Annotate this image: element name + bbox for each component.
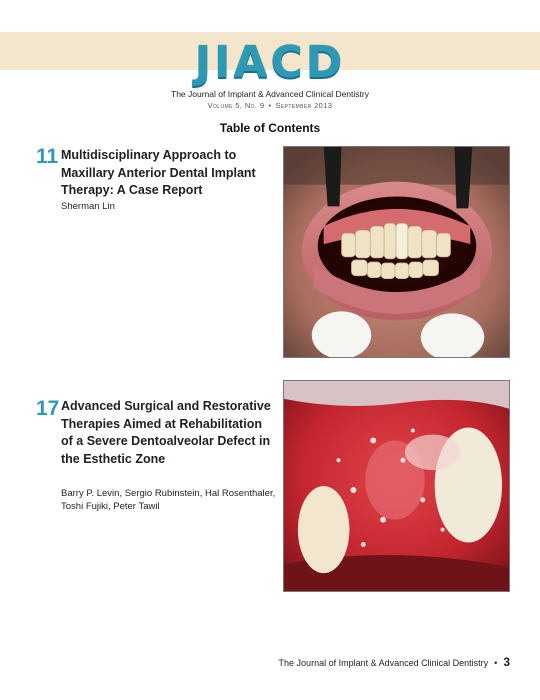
toc-heading: Table of Contents [219, 121, 321, 135]
entry-title[interactable]: Multidisciplinary Approach to Maxillary Anterior Dental Implant Therapy: A Case Report [61, 148, 256, 197]
issue-date: September 2013 [275, 101, 333, 110]
entry-authors: Barry P. Levin, Sergio Rubinstein, Hal Rosenthaler, Toshi Fujiki, Peter Tawil [61, 488, 276, 512]
article-photo-surgical-site [283, 380, 510, 592]
page-footer [279, 655, 510, 669]
surgical-photo-image [284, 381, 509, 591]
smile-photo-image [284, 147, 509, 357]
entry-title[interactable]: Advanced Surgical and Restorative Therapies Aimed at Rehabilitation of a Severe Dentoalveolar Defect in the Esthetic Zone [61, 399, 271, 466]
volume-number: Volume 5, No. 9 [207, 101, 265, 110]
entry-page-number: 17 [36, 397, 60, 420]
separator-bullet: • [268, 101, 272, 110]
entry-page-number: 11 [36, 145, 59, 168]
issue-line [0, 101, 540, 110]
footer-journal-name: The Journal of Implant & Advanced Clinical Dentistry [278, 658, 489, 668]
page-number: 3 [503, 655, 510, 669]
journal-name: The Journal of Implant & Advanced Clinical Dentistry [171, 89, 369, 99]
journal-logo: JIACD [194, 37, 346, 88]
article-photo-smile [283, 146, 510, 358]
entry-authors: Sherman Lin [61, 201, 115, 212]
footer-bullet: • [494, 658, 498, 668]
